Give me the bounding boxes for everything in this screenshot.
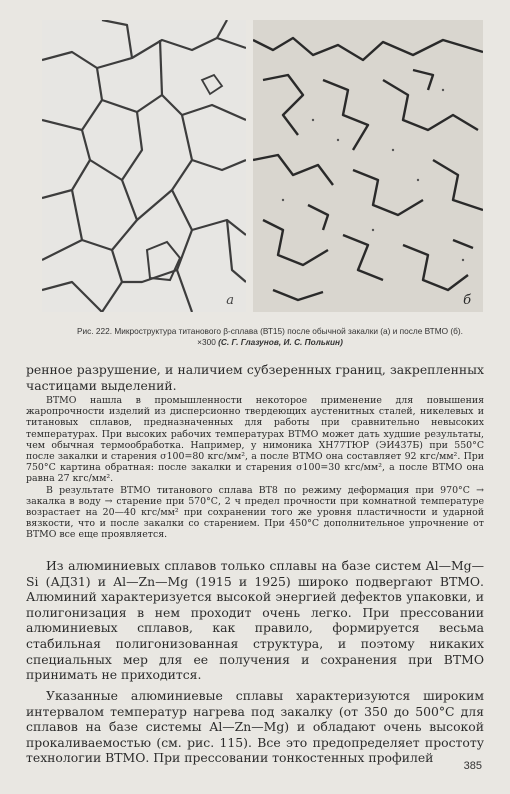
- paragraph-3-text: В результате ВТМО титанового сплава ВТ8 по режиму деформация при 970°С → закалка в воду → старение при 570°С, 2 ч предел прочности при комнатной температуре возрастает на 20—40 кгс/мм² при сохранении того же уровня пластичности и ударной вязкости, что и после закалки со старением. При 450°С дополнительное упрочнение от ВТМО все еще проявляется.: [26, 484, 484, 541]
- small-print-block: [26, 395, 484, 541]
- panel-letter-a: а: [226, 293, 234, 308]
- figure-caption: [70, 326, 470, 347]
- grain-structure-b: [253, 20, 483, 312]
- paragraph-5-text: Указанные алюминиевые сплавы характеризуются широким интервалом температур нагрева под закалку (от 350 до 500°С для сплавов на базе системы Al—Zn—Mg) и обладают очень высокой прокаливаемостью (см. рис. 115). Все это предопределяет простоту технологии ВТМО. При прессовании тонкостенных профилей: [26, 688, 484, 766]
- paragraph-1-text: ренное разрушение, и наличием субзеренных границ, закрепленных частицами выделений.: [26, 362, 484, 393]
- micrograph-panel-b: [253, 20, 483, 312]
- micrograph-panel-a: [42, 20, 246, 312]
- grain-structure-a: [42, 20, 246, 312]
- paragraph-1: [26, 362, 484, 393]
- figure-222: [42, 20, 483, 312]
- panel-letter-b: б: [463, 293, 471, 308]
- caption-authors: (С. Г. Глазунов, И. С. Полькин): [218, 336, 343, 347]
- paragraph-4-text: Из алюминиевых сплавов только сплавы на базе систем Al—Mg—Si (АД31) и Al—Zn—Mg (1915 и 1925) широко подвергают ВТМО. Алюминий характеризуется высокой энергией дефектов упаковки, и полигонизация в нем проходит очень легко. При прессовании алюминиевых сплавов, как правило, формируется весьма стабильная полигонизованная структура, и поэтому никаких специальных мер для ее получения и сохранения при ВТМО принимать не приходится.: [26, 558, 484, 683]
- paragraph-2-text: ВТМО нашла в промышленности некоторое применение для повышения жаропрочности изделий из дисперсионно твердеющих аустенитных сталей, никелевых и титановых сплавов, предназначенных для работы при сравнительно невысоких температурах. При высоких рабочих температурах ВТМО может дать худшие результаты, чем обычная термообработка. Например, у нимоника ХН77ТЮР (ЭИ437Б) при 550°С после закалки и старения σ100=80 кгс/мм², а после ВТМО она составляет 92 кгс/мм². При 750°С картина обратная: после закалки и старения σ100=30 кгс/мм², а после ВТМО она равна 27 кгс/мм².: [26, 395, 484, 485]
- page-number: 385: [463, 760, 482, 772]
- paragraph-4: [26, 558, 484, 683]
- caption-main: Рис. 222. Микроструктура титанового β-сплава (ВТ15) после обычной закалки (а) и после ВТМО (б). ×300: [77, 326, 463, 347]
- paragraph-5: [26, 688, 484, 766]
